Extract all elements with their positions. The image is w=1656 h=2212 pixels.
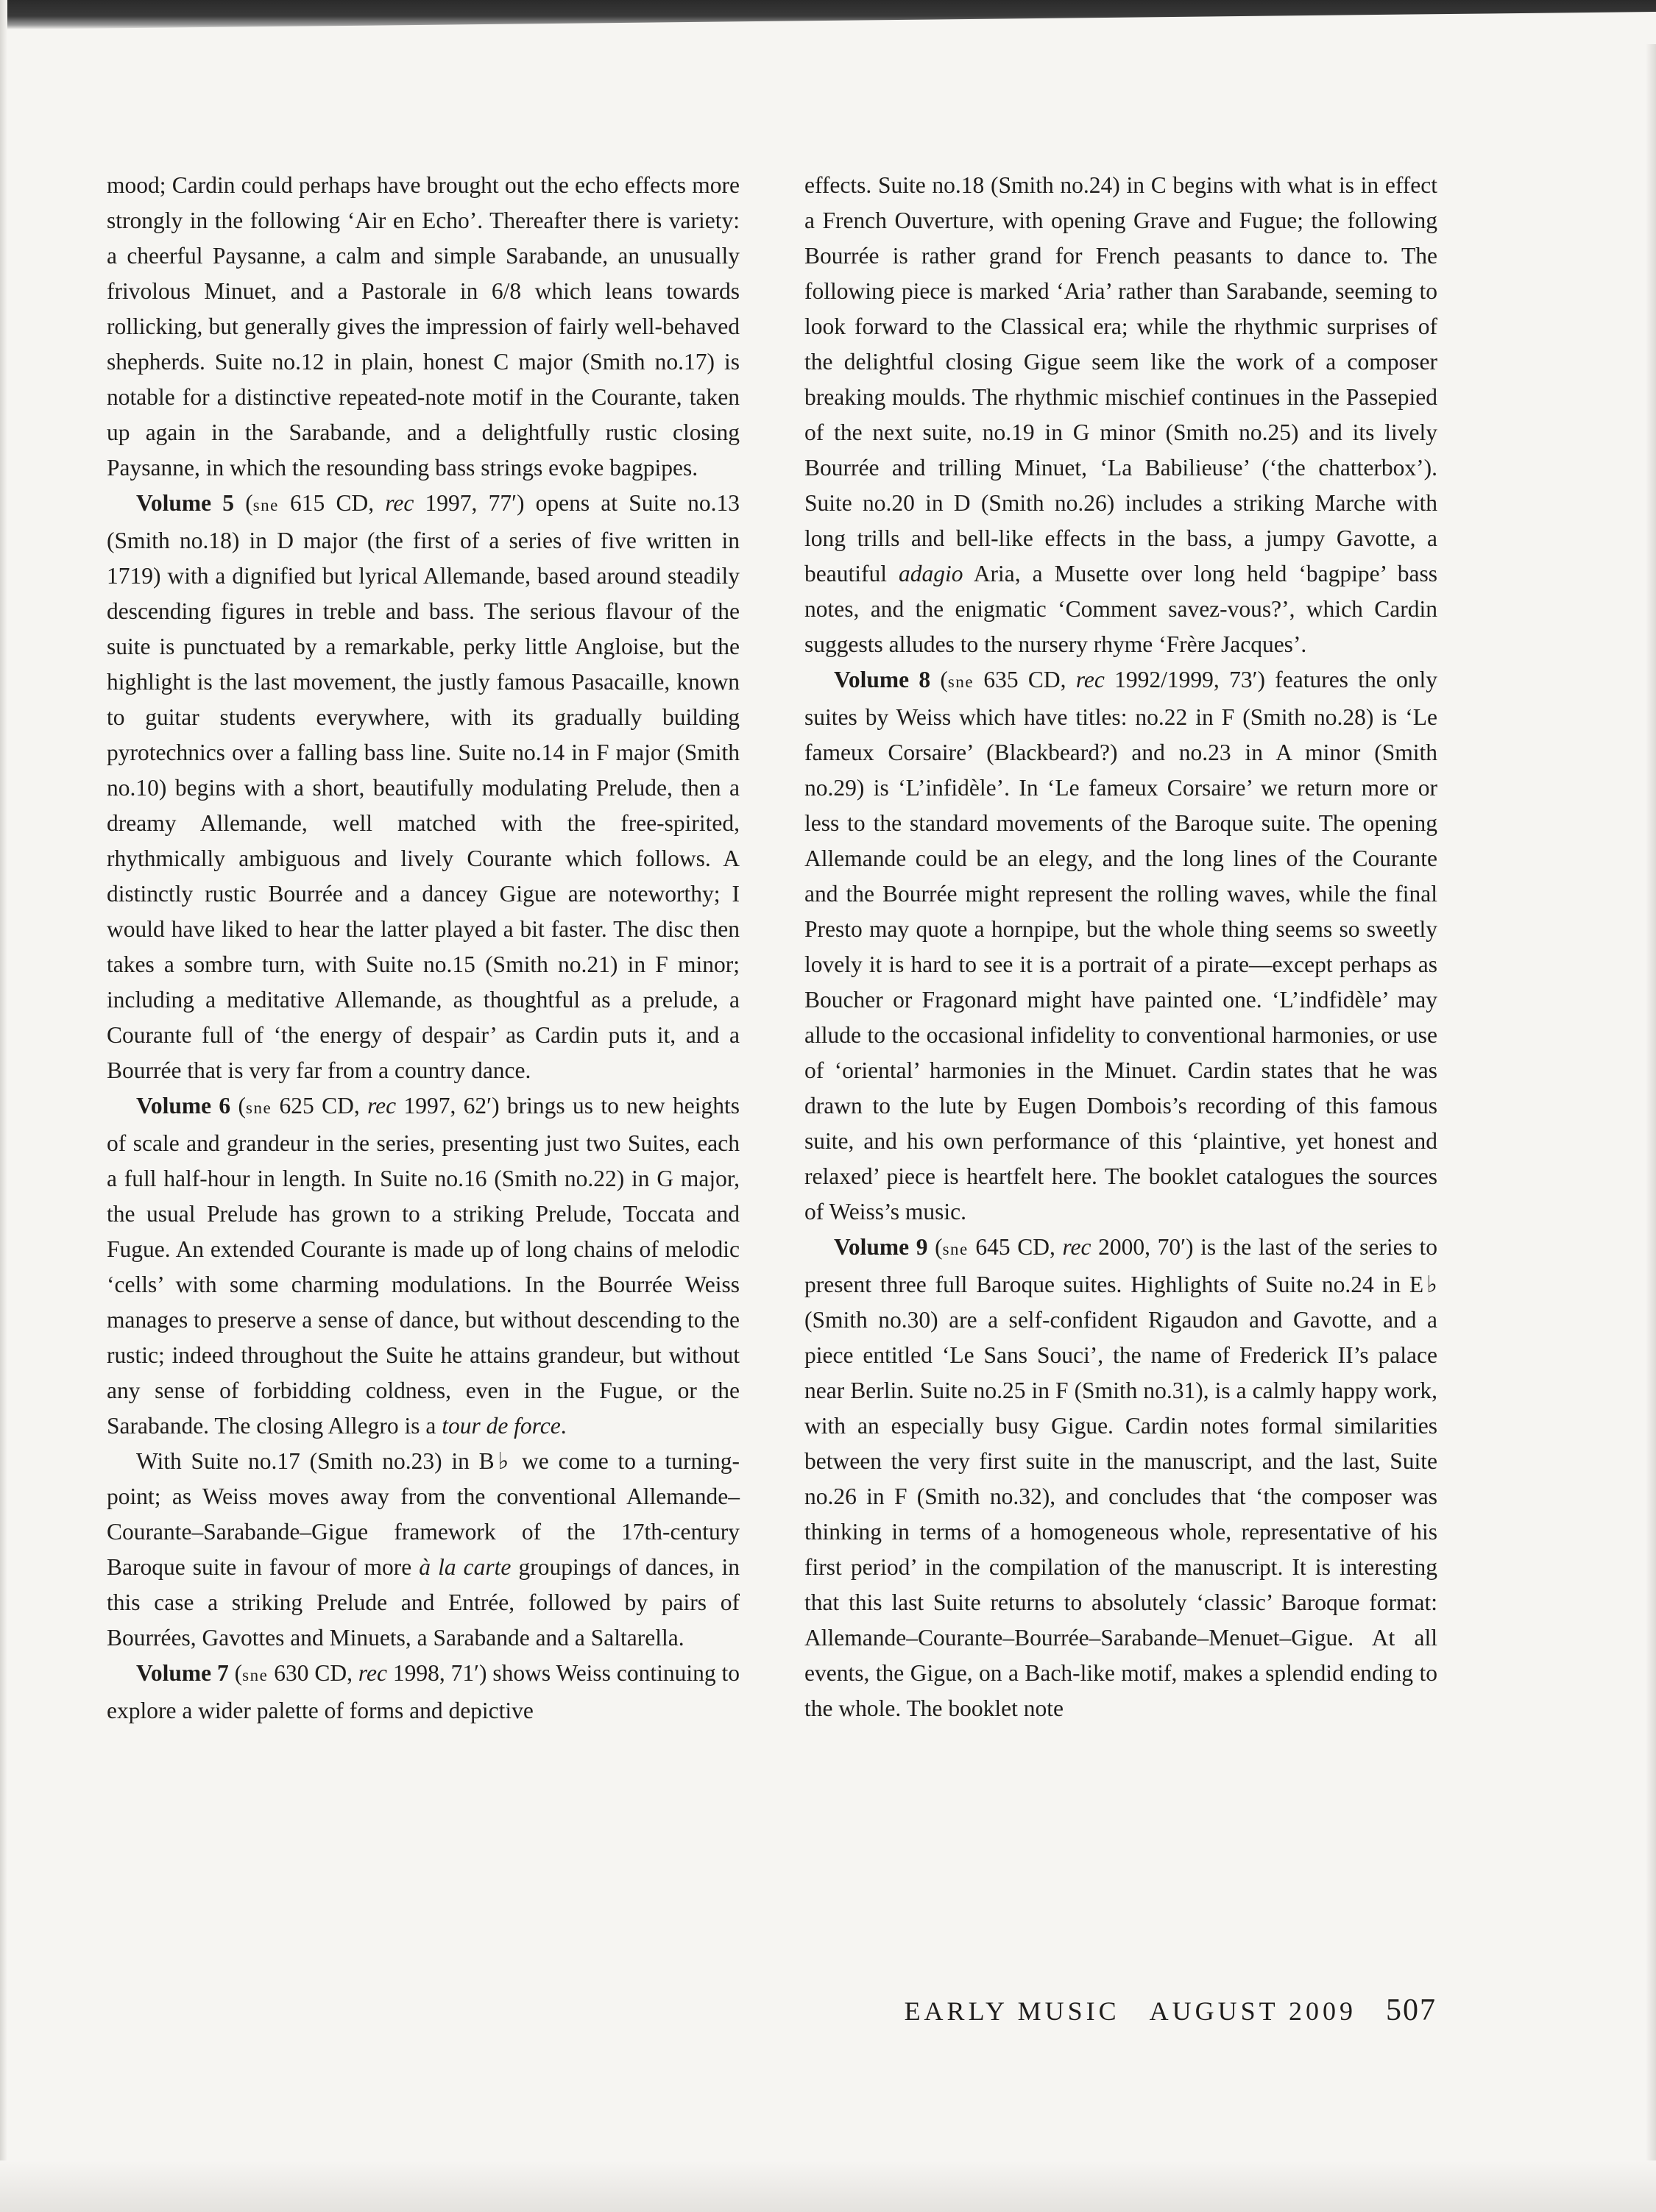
issue-date: AUGUST 2009: [1149, 1996, 1356, 2026]
right-column: [804, 168, 1437, 1726]
volume-5-heading: Volume 5: [136, 490, 235, 516]
label-sne: sne: [242, 1666, 269, 1684]
scan-top-shadow: [0, 0, 1656, 29]
paragraph-suite-17: With Suite no.17 (Smith no.23) in B♭ we come to a turning-point; as Weiss moves away from the conventional Allemande–Courante–Sarabande–Gigue framework of the 17th-century Baroque suite in favour of more à la carte groupings of dances, in this case a striking Prelude and Entrée, followed by pairs of Bourrées, Gavottes and Minuets, a Sarabande and a Saltarella.: [107, 1448, 740, 1651]
volume-9-heading: Volume 9: [834, 1234, 928, 1260]
label-sne: sne: [947, 673, 974, 691]
label-sne: sne: [252, 496, 279, 514]
left-column: [107, 168, 740, 1729]
paragraph-volume-9: Volume 9 (sne 645 CD, rec 2000, 70′) is the last of the series to present three full Baroque suites. Highlights of Suite no.24 in E♭ (Smith no.30) are a self-confident Rigaudon and Gavotte, and a piece entitled ‘Le Sans Souci’, the name of Frederick II’s palace near Berlin. Suite no.25 in F (Smith no.31), is a calmly happy work, with an especially busy Gigue. Cardin notes formal similarities between the very first suite in the manuscript, and the last, Suite no.26 in F (Smith no.32), and concludes that ‘the composer was thinking in terms of a homogeneous whole, representative of his first period’ in the compilation of the manuscript. It is interesting that this last Suite returns to absolutely ‘classic’ Baroque format: Allemande–Courante–Bourrée–Sarabande–Menuet–Gigue. At all events, the Gigue, on a Bach-like motif, makes a splendid ending to the whole. The booklet note: [804, 1234, 1437, 1721]
paragraph-volume-7-cont: effects. Suite no.18 (Smith no.24) in C begins with what is in effect a French Ouverture, with opening Grave and Fugue; the following Bourrée is rather grand for French peasants to dance to. The following piece is marked ‘Aria’ rather than Sarabande, seeming to look forward to the Classical era; while the rhythmic surprises of the delightful closing Gigue seem like the work of a composer breaking moulds. The rhythmic mischief continues in the Passepied of the next suite, no.19 in G minor (Smith no.25) and its lively Bourrée and trilling Minuet, ‘La Babilieuse’ (‘the chatterbox’). Suite no.20 in D (Smith no.26) includes a striking Marche with long trills and bell-like effects in the bass, a jumpy Gavotte, a beautiful adagio Aria, a Musette over long held ‘bagpipe’ bass notes, and the enigmatic ‘Comment savez-vous?’, which Cardin suggests alludes to the nursery rhyme ‘Frère Jacques’.: [804, 172, 1437, 657]
volume-8-heading: Volume 8: [834, 667, 931, 692]
scan-right-shadow: [1646, 44, 1656, 2163]
label-sne: sne: [942, 1240, 969, 1258]
paragraph-volume-5: Volume 5 (sne 615 CD, rec 1997, 77′) opens at Suite no.13 (Smith no.18) in D major (the first of a series of five written in 1719) with a dignified but lyrical Allemande, based around steadily descending figures in treble and bass. The serious flavour of the suite is punctuated by a remarkable, perky little Angloise, but the highlight is the last movement, the justly famous Pasacaille, known to guitar students everywhere, with its gradually building pyrotechnics over a falling bass line. Suite no.14 in F major (Smith no.10) begins with a short, beautifully modulating Prelude, then a dreamy Allemande, well matched with the free-spirited, rhythmically ambiguous and lively Courante which follows. A distinctly rustic Bourrée and a dancey Gigue are noteworthy; I would have liked to hear the latter played a bit faster. The disc then takes a sombre turn, with Suite no.15 (Smith no.21) in F minor; including a meditative Allemande, as thoughtful as a prelude, a Courante full of ‘the energy of despair’ as Cardin puts it, and a Bourrée that is very far from a country dance.: [107, 490, 740, 1083]
paragraph-volume-4-end: mood; Cardin could perhaps have brought out the echo effects more strongly in the following ‘Air en Echo’. Thereafter there is variety: a cheerful Paysanne, a calm and simple Sarabande, an unusually frivolous Minuet, and a Pastorale in 6/8 which leans towards rollicking, but generally gives the impression of fairly well-behaved shepherds. Suite no.12 in plain, honest C major (Smith no.17) is notable for a distinctive repeated-note motif in the Courante, taken up again in the Sarabande, and a delightfully rustic closing Paysanne, in which the resounding bass strings evoke bagpipes.: [107, 172, 740, 481]
running-footer: [905, 1993, 1437, 2028]
paragraph-volume-7: Volume 7 (sne 630 CD, rec 1998, 71′) shows Weiss continuing to explore a wider palette of forms and depictive: [107, 1660, 740, 1723]
volume-7-heading: Volume 7: [136, 1660, 229, 1686]
scan-bottom-shadow: [0, 2160, 1656, 2212]
volume-6-heading: Volume 6: [136, 1093, 231, 1119]
scan-left-shadow: [0, 0, 7, 2212]
journal-name: EARLY MUSIC: [904, 1996, 1120, 2026]
paragraph-volume-6: Volume 6 (sne 625 CD, rec 1997, 62′) brings us to new heights of scale and grandeur in the series, presenting just two Suites, each a full half-hour in length. In Suite no.16 (Smith no.22) in G major, the usual Prelude has grown to a striking Prelude, Toccata and Fugue. An extended Courante is made up of long chains of melodic ‘cells’ with some charming modulations. In the Bourrée Weiss manages to preserve a sense of dance, but without descending to the rustic; indeed throughout the Suite he attains grandeur, but without any sense of forbidding coldness, even in the Fugue, or the Sarabande. The closing Allegro is a tour de force.: [107, 1093, 740, 1439]
paragraph-volume-8: Volume 8 (sne 635 CD, rec 1992/1999, 73′) features the only suites by Weiss which have titles: no.22 in F (Smith no.28) is ‘Le fameux Corsaire’ (Blackbeard?) and no.23 in A minor (Smith no.29) is ‘L’infidèle’. In ‘Le fameux Corsaire’ we return more or less to the standard movements of the Baroque suite. The opening Allemande could be an elegy, and the long lines of the Courante and the Bourrée might represent the rolling waves, while the final Presto may quote a hornpipe, but the whole thing seems so sweetly lovely it is hard to see it is a portrait of a pirate—except perhaps as Boucher or Fragonard might have painted one. ‘L’indfidèle’ may allude to the occasional infidelity to conventional harmonies, or use of ‘oriental’ harmonies in the Minuet. Cardin states that he was drawn to the lute by Eugen Dombois’s recording of this famous suite, and his own performance of this ‘plaintive, yet honest and relaxed’ piece is heartfelt here. The booklet catalogues the sources of Weiss’s music.: [804, 667, 1437, 1224]
page-number: 507: [1386, 1993, 1437, 2027]
label-sne: sne: [246, 1099, 272, 1117]
